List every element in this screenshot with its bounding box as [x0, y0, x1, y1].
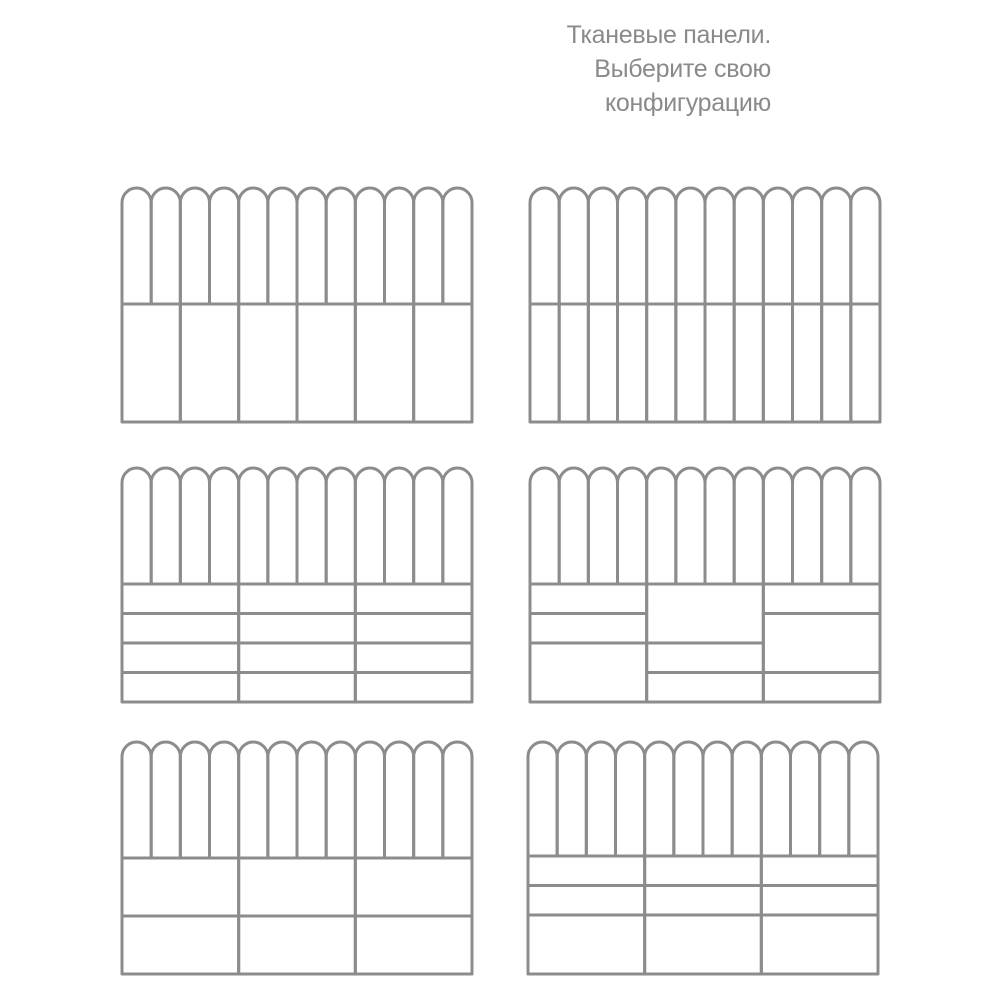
arched-panel: [618, 188, 647, 304]
arched-panel: [326, 742, 355, 858]
configuration-6: [528, 742, 878, 974]
rectangular-panel: [239, 614, 356, 644]
arched-panel: [647, 188, 676, 304]
arched-panel: [122, 188, 151, 304]
arched-panel: [674, 742, 703, 856]
arched-panel: [793, 188, 822, 304]
rectangular-panel: [355, 643, 472, 673]
arched-panel: [414, 468, 443, 584]
rectangular-panel: [734, 304, 763, 422]
arched-panel: [297, 468, 326, 584]
arched-panel: [676, 468, 705, 584]
arched-panel: [385, 188, 414, 304]
configuration-5: [122, 742, 472, 974]
arched-panel: [793, 468, 822, 584]
arched-panel: [734, 188, 763, 304]
rectangular-panel: [239, 304, 297, 422]
rectangular-panel: [122, 304, 180, 422]
arched-panel: [443, 188, 472, 304]
arched-panel: [297, 188, 326, 304]
rectangular-panel: [528, 915, 645, 974]
arched-panel: [210, 188, 239, 304]
arched-panel: [732, 742, 761, 856]
arched-panel: [676, 188, 705, 304]
arched-panel: [297, 742, 326, 858]
rectangular-panel: [355, 304, 413, 422]
arched-panel: [528, 742, 557, 856]
rectangular-panel: [355, 584, 472, 614]
rectangular-panel: [588, 304, 617, 422]
arched-panel: [734, 468, 763, 584]
arched-panel: [239, 468, 268, 584]
arched-panel: [239, 188, 268, 304]
rectangular-panel: [763, 304, 792, 422]
rectangular-panel: [122, 614, 239, 644]
arched-panel: [268, 742, 297, 858]
rectangular-panel: [647, 673, 764, 703]
arched-panel: [849, 742, 878, 856]
arched-panel: [385, 468, 414, 584]
rectangular-panel: [530, 304, 559, 422]
arched-panel: [705, 468, 734, 584]
configuration-3: [122, 468, 472, 702]
rectangular-panel: [618, 304, 647, 422]
arched-panel: [647, 468, 676, 584]
arched-panel: [616, 742, 645, 856]
arched-panel: [355, 742, 384, 858]
rectangular-panel: [530, 584, 647, 614]
rectangular-panel: [645, 886, 762, 916]
arched-panel: [355, 468, 384, 584]
arched-panel: [151, 742, 180, 858]
arched-panel: [763, 468, 792, 584]
rectangular-panel: [647, 304, 676, 422]
arched-panel: [355, 188, 384, 304]
rectangular-panel: [528, 886, 645, 916]
arched-panel: [822, 188, 851, 304]
rectangular-panel: [761, 886, 878, 916]
rectangular-panel: [763, 614, 880, 673]
arched-panel: [588, 468, 617, 584]
arched-panel: [180, 188, 209, 304]
arched-panel: [414, 188, 443, 304]
heading-line-1: Тканевые панели.: [566, 21, 771, 49]
rectangular-panel: [528, 856, 645, 886]
arched-panel: [530, 188, 559, 304]
arched-panel: [151, 468, 180, 584]
arched-panel: [151, 188, 180, 304]
arched-panel: [210, 742, 239, 858]
rectangular-panel: [355, 916, 472, 974]
rectangular-panel: [122, 673, 239, 703]
rectangular-panel: [676, 304, 705, 422]
rectangular-panel: [559, 304, 588, 422]
arched-panel: [618, 468, 647, 584]
arched-panel: [210, 468, 239, 584]
configuration-4: [530, 468, 880, 702]
rectangular-panel: [239, 916, 356, 974]
arched-panel: [791, 742, 820, 856]
arched-panel: [822, 468, 851, 584]
rectangular-panel: [761, 856, 878, 886]
arched-panel: [268, 468, 297, 584]
arched-panel: [559, 188, 588, 304]
rectangular-panel: [239, 643, 356, 673]
rectangular-panel: [530, 614, 647, 644]
rectangular-panel: [645, 915, 762, 974]
arched-panel: [326, 468, 355, 584]
arched-panel: [851, 188, 880, 304]
arched-panel: [586, 742, 615, 856]
rectangular-panel: [239, 858, 356, 916]
arched-panel: [763, 188, 792, 304]
arched-panel: [820, 742, 849, 856]
rectangular-panel: [851, 304, 880, 422]
rectangular-panel: [122, 643, 239, 673]
rectangular-panel: [297, 304, 355, 422]
rectangular-panel: [239, 584, 356, 614]
arched-panel: [443, 742, 472, 858]
rectangular-panel: [180, 304, 238, 422]
arched-panel: [180, 742, 209, 858]
arched-panel: [443, 468, 472, 584]
rectangular-panel: [647, 643, 764, 673]
arched-panel: [239, 742, 268, 858]
arched-panel: [557, 742, 586, 856]
arched-panel: [530, 468, 559, 584]
rectangular-panel: [763, 673, 880, 703]
rectangular-panel: [530, 643, 647, 702]
rectangular-panel: [122, 916, 239, 974]
rectangular-panel: [122, 858, 239, 916]
rectangular-panel: [761, 915, 878, 974]
rectangular-panel: [355, 614, 472, 644]
arched-panel: [703, 742, 732, 856]
rectangular-panel: [705, 304, 734, 422]
arched-panel: [180, 468, 209, 584]
arched-panel: [761, 742, 790, 856]
rectangular-panel: [647, 584, 764, 643]
arched-panel: [414, 742, 443, 858]
arched-panel: [559, 468, 588, 584]
configuration-2: [530, 188, 880, 422]
heading-line-3: конфигурацию: [604, 89, 771, 117]
arched-panel: [645, 742, 674, 856]
rectangular-panel: [122, 584, 239, 614]
arched-panel: [268, 188, 297, 304]
configuration-1: [122, 188, 472, 422]
rectangular-panel: [239, 673, 356, 703]
arched-panel: [122, 468, 151, 584]
rectangular-panel: [355, 673, 472, 703]
arched-panel: [588, 188, 617, 304]
rectangular-panel: [763, 584, 880, 614]
arched-panel: [705, 188, 734, 304]
rectangular-panel: [414, 304, 472, 422]
heading-line-2: Выберите свою: [594, 55, 771, 83]
rectangular-panel: [355, 858, 472, 916]
arched-panel: [122, 742, 151, 858]
rectangular-panel: [645, 856, 762, 886]
arched-panel: [326, 188, 355, 304]
arched-panel: [851, 468, 880, 584]
rectangular-panel: [793, 304, 822, 422]
rectangular-panel: [822, 304, 851, 422]
arched-panel: [385, 742, 414, 858]
